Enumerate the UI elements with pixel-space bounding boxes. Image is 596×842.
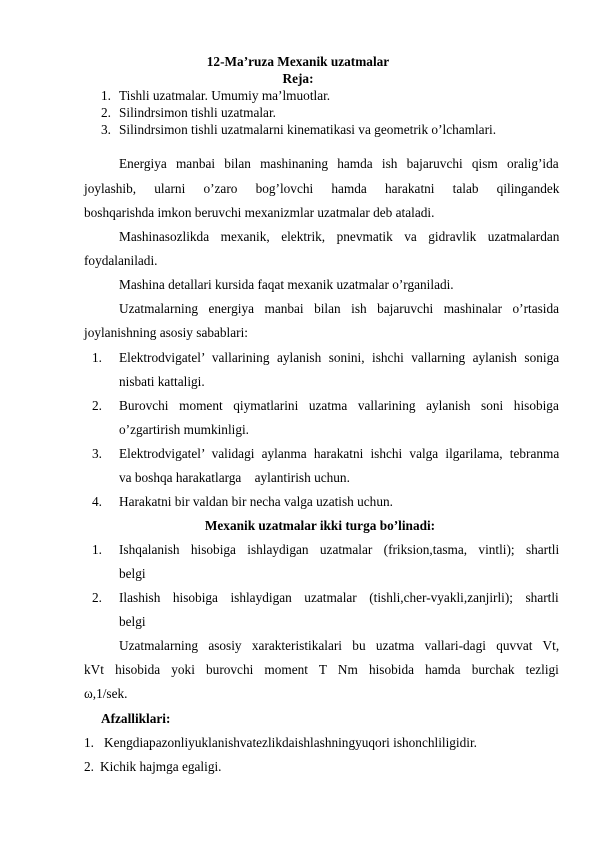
- plan-number: 2.: [101, 105, 111, 120]
- paragraph-line: ω,1/sek.: [84, 686, 128, 701]
- list-item-line: Ilashish hisobiga ishlaydigan uzatmalar (tishli,cher-vyakli,zanjirli); shartli: [119, 590, 559, 605]
- list-number: 2.: [92, 590, 102, 605]
- plan-heading: Reja:: [282, 71, 314, 86]
- list-item-line: belgi: [119, 614, 146, 629]
- list-number: 2.: [84, 759, 94, 774]
- list-item: Kengdiapazonliyuklanishvatezlikdaishlashningyuqori ishonchliligidir.: [104, 735, 477, 750]
- paragraph-line: boshqarishda imkon beruvchi mexanizmlar uzatmalar deb ataladi.: [84, 205, 435, 220]
- list-number: 4.: [92, 494, 102, 509]
- list-item-line: Elektrodvigatel’ validagi aylanma harakatni ishchi valga ilgarilama, tebranma: [119, 446, 560, 461]
- plan-item: Silindrsimon tishli uzatmalar.: [119, 105, 276, 120]
- paragraph-line: Energiya manbai bilan mashinaning hamda ish bajaruvchi qism oralig’ida: [119, 156, 559, 171]
- paragraph-line: Uzatmalarning asosiy xarakteristikalari bu uzatma vallari-dagi quvvat Vt,: [119, 638, 560, 653]
- plan-number: 3.: [101, 122, 111, 137]
- paragraph-line: foydalaniladi.: [84, 253, 158, 268]
- list-number: 3.: [92, 446, 102, 461]
- paragraph-line: Mashina detallari kursida faqat mexanik uzatmalar o’rganiladi.: [119, 277, 454, 292]
- paragraph-line: kVt hisobida yoki burovchi moment T Nm hisobida hamda burchak tezligi: [84, 662, 559, 677]
- list-item-line: o’zgartirish mumkinligi.: [119, 422, 249, 437]
- paragraph-line: joylashib, ularni o’zaro bog’lovchi hamda harakatni talab qilingandek: [84, 181, 560, 196]
- plan-number: 1.: [101, 88, 111, 103]
- list-number: 1.: [84, 735, 94, 750]
- list-item-line: Burovchi moment qiymatlarini uzatma vallarining aylanish soni hisobiga: [119, 398, 559, 413]
- types-heading: Mexanik uzatmalar ikki turga bo’linadi:: [204, 518, 436, 533]
- plan-item: Tishli uzatmalar. Umumiy ma’lmuotlar.: [119, 88, 331, 103]
- paragraph-line: Uzatmalarning energiya manbai bilan ish bajaruvchi mashinalar o’rtasida: [119, 301, 560, 316]
- plan-item: Silindrsimon tishli uzatmalarni kinematikasi va geometrik o’lchamlari.: [119, 122, 497, 137]
- list-item-line: Ishqalanish hisobiga ishlaydigan uzatmalar (friksion,tasma, vintli); shartli: [119, 542, 560, 557]
- paragraph-line: joylanishning asosiy sabablari:: [84, 325, 248, 340]
- paragraph-line: Mashinasozlikda mexanik, elektrik, pnevmatik va gidravlik uzatmalardan: [119, 229, 560, 244]
- list-item-line: Elektrodvigatel’ vallarining aylanish sonini, ishchi vallarning aylanish soniga: [119, 350, 560, 365]
- list-item-line: va boshqa harakatlarga aylantirish uchun.: [119, 470, 350, 485]
- list-number: 1.: [92, 350, 102, 365]
- list-item-line: Harakatni bir valdan bir necha valga uzatish uchun.: [119, 494, 393, 509]
- list-item-line: nisbati kattaligi.: [119, 374, 205, 389]
- list-item: Kichik hajmga egaligi.: [100, 759, 222, 774]
- list-item-line: belgi: [119, 566, 146, 581]
- advantages-heading: Afzalliklari:: [101, 711, 171, 726]
- list-number: 2.: [92, 398, 102, 413]
- list-number: 1.: [92, 542, 102, 557]
- lecture-title: 12-Ma’ruza Mexanik uzatmalar: [206, 54, 390, 69]
